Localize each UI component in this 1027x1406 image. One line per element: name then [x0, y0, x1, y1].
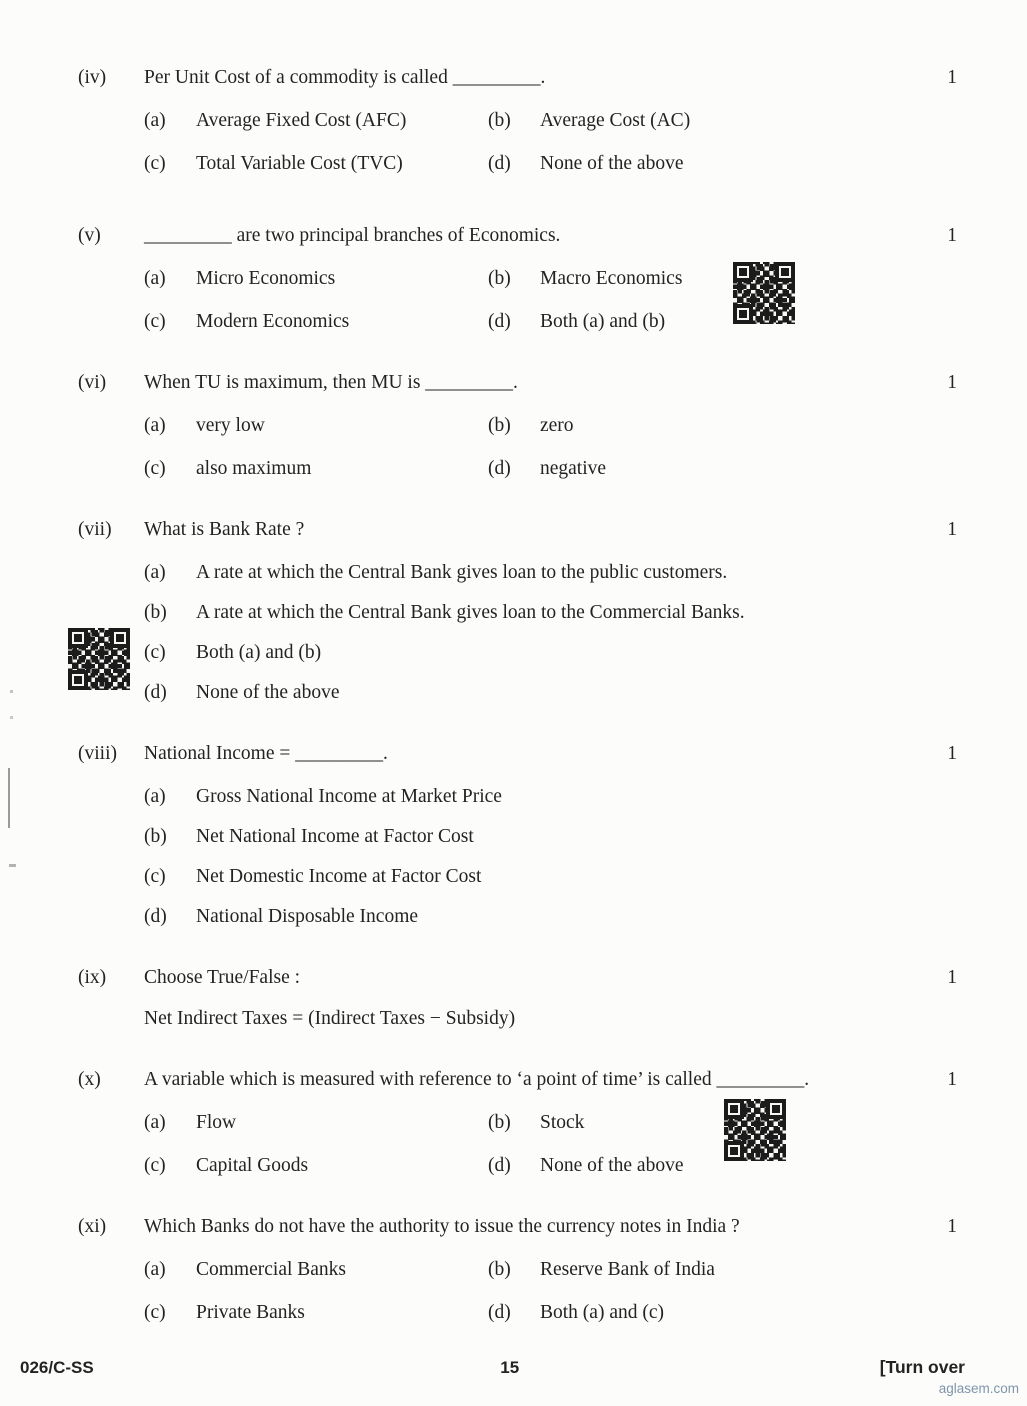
option-label: (c): [144, 866, 166, 887]
option-text: Commercial Banks: [196, 1259, 347, 1280]
option-text: Average Fixed Cost (AFC): [196, 110, 407, 131]
option-label: (a): [144, 110, 166, 131]
option-a: [144, 1109, 488, 1136]
question-head: [78, 1066, 957, 1093]
scan-artifact: [9, 864, 16, 867]
question-head: [78, 369, 957, 396]
option-c: [144, 1299, 488, 1326]
option-c: [144, 308, 488, 335]
option-label: (c): [144, 458, 166, 479]
scan-artifact: [10, 690, 13, 693]
option-b: [488, 1256, 957, 1283]
option-text: Total Variable Cost (TVC): [196, 153, 403, 174]
option-text: Average Cost (AC): [540, 110, 691, 131]
option-label: (a): [144, 786, 166, 807]
question-text: A variable which is measured with reference to ‘a point of time’ is called _________.: [144, 1069, 810, 1090]
option-a: [144, 559, 957, 586]
option-text: National Disposable Income: [196, 906, 419, 927]
question-iv: [78, 64, 957, 177]
option-text: Both (a) and (b): [196, 642, 322, 663]
question-text: _________ are two principal branches of Economics.: [144, 225, 561, 246]
option-label: (b): [488, 1259, 511, 1280]
option-d: [488, 1299, 957, 1326]
question-head: [78, 964, 957, 991]
options-grid: [144, 107, 957, 177]
option-label: (d): [488, 1302, 511, 1323]
option-text: Modern Economics: [196, 311, 350, 332]
qr-code: [724, 1099, 786, 1161]
true-false-statement: Net Indirect Taxes = (Indirect Taxes − Subsidy): [144, 1008, 516, 1029]
option-label: (a): [144, 1112, 166, 1133]
question-number: (ix): [78, 967, 107, 988]
option-label: (d): [488, 153, 511, 174]
question-head: [78, 222, 957, 249]
question-head: [78, 1213, 957, 1240]
question-marks: 1: [947, 519, 957, 540]
options-grid: [144, 412, 957, 482]
question-text: When TU is maximum, then MU is _________.: [144, 372, 518, 393]
option-text: None of the above: [196, 682, 340, 703]
option-label: (a): [144, 268, 166, 289]
option-label: (d): [488, 1155, 511, 1176]
option-c: [144, 863, 957, 890]
watermark: aglasem.com: [938, 1381, 1019, 1396]
question-vii: [78, 516, 957, 706]
option-label: (b): [488, 1112, 511, 1133]
option-a: [144, 265, 488, 292]
option-a: [144, 107, 488, 134]
option-c: [144, 150, 488, 177]
option-text: Gross National Income at Market Price: [196, 786, 502, 807]
option-b: [488, 412, 957, 439]
page-footer: [0, 1354, 1027, 1380]
option-label: (b): [488, 110, 511, 131]
question-text: Per Unit Cost of a commodity is called _________.: [144, 67, 546, 88]
option-text: Both (a) and (c): [540, 1302, 664, 1323]
question-marks: 1: [947, 1069, 957, 1090]
option-text: Private Banks: [196, 1302, 305, 1323]
option-label: (a): [144, 562, 166, 583]
option-text: zero: [540, 415, 574, 436]
question-vi: [78, 369, 957, 482]
question-ix: [78, 964, 957, 1032]
option-text: None of the above: [540, 153, 684, 174]
option-label: (a): [144, 415, 166, 436]
option-text: Macro Economics: [540, 268, 683, 289]
option-d: [144, 903, 957, 930]
question-text: Which Banks do not have the authority to issue the currency notes in India ?: [144, 1216, 740, 1237]
option-d: [488, 455, 957, 482]
paper-code: 026/C-SS: [20, 1358, 94, 1377]
question-xi: [78, 1213, 957, 1326]
option-text: Both (a) and (b): [540, 311, 666, 332]
option-text: Micro Economics: [196, 268, 336, 289]
option-text: Flow: [196, 1112, 237, 1133]
option-b: [488, 265, 957, 292]
options-grid: [144, 265, 957, 335]
scan-artifact: [8, 768, 10, 828]
question-marks: 1: [947, 743, 957, 764]
page-number: 15: [500, 1358, 520, 1377]
option-label: (b): [488, 415, 511, 436]
option-c: [144, 639, 957, 666]
question-number: (v): [78, 225, 101, 246]
option-c: [144, 1152, 488, 1179]
option-b: [488, 107, 957, 134]
question-number: (iv): [78, 67, 107, 88]
option-text: None of the above: [540, 1155, 684, 1176]
option-label: (b): [488, 268, 511, 289]
question-marks: 1: [947, 967, 957, 988]
question-marks: 1: [947, 372, 957, 393]
question-head: [78, 740, 957, 767]
option-a: [144, 783, 957, 810]
question-text: What is Bank Rate ?: [144, 519, 305, 540]
option-text: also maximum: [196, 458, 312, 479]
options-grid: [144, 1109, 957, 1179]
option-label: (c): [144, 1155, 166, 1176]
scan-artifact: [10, 716, 13, 719]
option-a: [144, 412, 488, 439]
option-d: [488, 150, 957, 177]
qr-code: [68, 628, 130, 690]
option-b: [144, 823, 957, 850]
qr-code: [733, 262, 795, 324]
question-marks: 1: [947, 225, 957, 246]
option-label: (b): [144, 826, 167, 847]
option-b: [488, 1109, 957, 1136]
question-number: (vi): [78, 372, 107, 393]
option-text: Stock: [540, 1112, 585, 1133]
option-d: [488, 308, 957, 335]
question-viii: [78, 740, 957, 930]
question-head: [78, 516, 957, 543]
option-label: (d): [488, 311, 511, 332]
option-text: Net Domestic Income at Factor Cost: [196, 866, 482, 887]
question-marks: 1: [947, 1216, 957, 1237]
option-label: (d): [488, 458, 511, 479]
option-d: [144, 679, 957, 706]
question-marks: 1: [947, 67, 957, 88]
question-number: (xi): [78, 1216, 107, 1237]
option-text: Capital Goods: [196, 1155, 309, 1176]
question-text: National Income = _________.: [144, 743, 388, 764]
question-v: [78, 222, 957, 335]
option-d: [488, 1152, 957, 1179]
question-number: (vii): [78, 519, 112, 540]
options-grid: [144, 1256, 957, 1326]
option-text: very low: [196, 415, 265, 436]
option-label: (c): [144, 642, 166, 663]
option-text: A rate at which the Central Bank gives loan to the Commercial Banks.: [196, 602, 745, 623]
option-c: [144, 455, 488, 482]
option-b: [144, 599, 957, 626]
option-label: (c): [144, 153, 166, 174]
question-number: (viii): [78, 743, 117, 764]
option-text: A rate at which the Central Bank gives loan to the public customers.: [196, 562, 728, 583]
option-text: Net National Income at Factor Cost: [196, 826, 474, 847]
option-label: (d): [144, 906, 167, 927]
option-label: (d): [144, 682, 167, 703]
option-text: Reserve Bank of India: [540, 1259, 715, 1280]
option-text: negative: [540, 458, 607, 479]
question-number: (x): [78, 1069, 101, 1090]
option-label: (b): [144, 602, 167, 623]
question-head: [78, 64, 957, 91]
turn-over-label: [Turn over: [879, 1357, 965, 1377]
options-list: [144, 559, 957, 706]
question-x: [78, 1066, 957, 1179]
option-a: [144, 1256, 488, 1283]
options-list: [144, 783, 957, 930]
option-label: (c): [144, 311, 166, 332]
option-label: (a): [144, 1259, 166, 1280]
question-text: Choose True/False :: [144, 967, 301, 988]
option-label: (c): [144, 1302, 166, 1323]
